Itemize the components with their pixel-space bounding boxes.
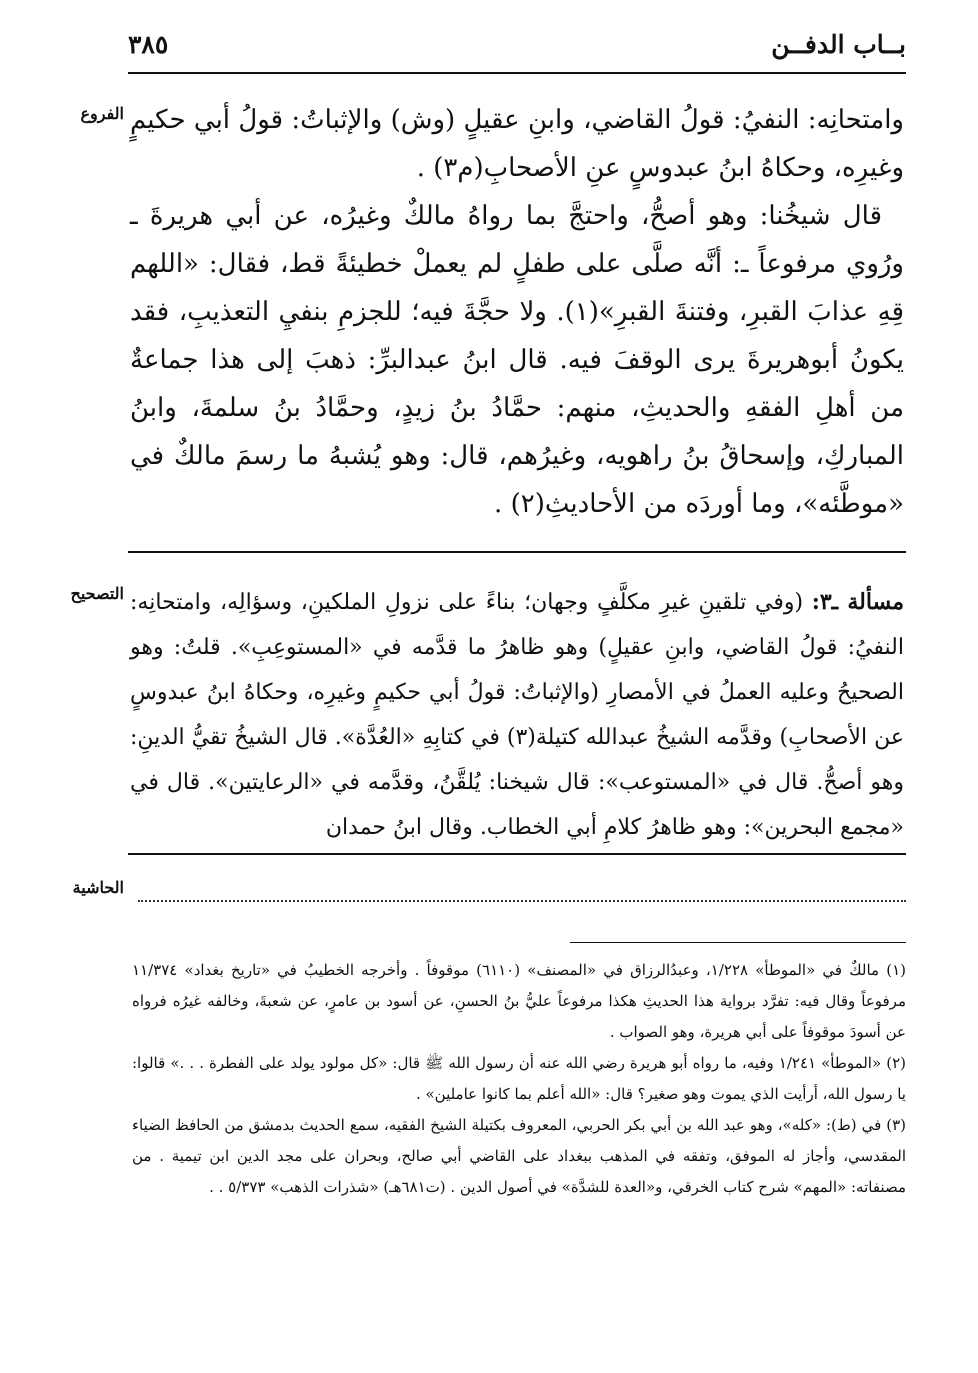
issue-heading: مسألة ـ٣: (811, 589, 904, 615)
tashih-end-rule (128, 853, 906, 855)
footnote-1: (١) مالكٌ في «الموطأ» ١/٢٢٨، وعبدُالرزاق في «المصنف» (٦١١٠) موقوفاً . وأخرجه الخطيبُ في «تاريخ بغداد» ١١/٣٧٤ مرفوعاً وقال فيه: تفرَّد برواية هذا الحديثِ هكذا مرفوعاً عليُّ بنُ الحسنِ، عن أسود بن عامرٍ، عن شعبةَ، وخالفه غيرُه فرواه عن أسودَ موقوفاً على أبي هريرة، وهو الصواب . (132, 961, 907, 1041)
page-header (128, 30, 906, 70)
footnote-3: (٣) في (ط): «كله»، وهو عبد الله بن أبي بكر الحربي، المعروف بكتيلة الشيخ الفقيه، سمع الحديث بدمشق من الحافظ الضياء المقدسي، وأجاز له الموفق، وتفقه في المذهب ببغداد على القاضي أبي صالح، وبحران على مجد الدين ابن تيمية . من مصنفاته: «المهم» شرح كتاب الخرقي، و«العدة للشدَّة» في أصول الدين . (ت٦٨١هـ) «شذرات الذهب» ٥/٣٧٣ . . (132, 1116, 906, 1196)
tashih-section (130, 580, 904, 850)
margin-label-furu: الفروع (80, 104, 124, 123)
furu-paragraph-2: قال شيخُنا: وهو أصحُّ، واحتجَّ بما رواهُ مالكٌ وغيرُه، عن أبي هريرةَ ـ ورُوي مرفوعاً ـ: أنَّه صلَّى على طفلٍ لم يعملْ خطيئةً قط، فقال: «اللهم قِهِ عذابَ القبرِ، وفتنةَ القبرِ»(١). ولا حجَّةَ فيه؛ للجزمِ بنفيِ التعذيبِ، فقد يكونُ أبوهريرةَ يرى الوقفَ فيه. قال ابنُ عبدالبرِّ: ذهبَ إلى هذا جماعةٌ من أهلِ الفقهِ والحديثِ، منهم: حمَّادُ بنُ زيدٍ، وحمَّادُ بنُ سلمةَ، وابنُ المباركِ، وإسحاقُ بنُ راهويه، وغيرُهم، قال: وهو يُشبهُ ما رسمَ مالكٌ في «موطَّئه»، وما أوردَه من الأحاديثِ(٢) . (130, 201, 905, 519)
tashih-paragraph (130, 580, 904, 850)
footnote-2: (٢) «الموطأ» ١/٢٤١ وفيه، ما رواه أبو هريرة رضي الله عنه أن رسول الله ﷺ قال: «كل مولود يولد على الفطرة . . .» قالوا: يا رسول الله، أرأيت الذي يموت وهو صغير؟ قال: «الله أعلم بما كانوا عاملين» . (132, 1054, 906, 1103)
margin-label-tashih: التصحيح (70, 584, 124, 603)
footnote-rule (570, 942, 906, 943)
furu-section (130, 96, 904, 528)
chapter-title: بــاب الدفــن (771, 30, 906, 59)
header-rule (128, 72, 906, 74)
hashiya-dotted-line (138, 900, 906, 902)
page-number: ٣٨٥ (128, 30, 169, 59)
furu-paragraph-1: وامتحانِه: النفيُ: قولُ القاضي، وابنِ عقيلٍ (وش) والإثباتُ: قولُ أبي حكيمٍ وغيرِه، وحكاهُ ابنُ عبدوسٍ عنِ الأصحابِ(م٣) . (130, 105, 904, 183)
footnotes (132, 955, 906, 1203)
section-divider (128, 551, 906, 553)
margin-label-hashiya: الحاشية (72, 878, 124, 897)
tashih-body: (وفي تلقينِ غيرِ مكلَّفٍ وجهان؛ بناءً على نزولِ الملكينِ، وسؤالِه، وامتحانِه: النفيُ: قولُ القاضي، وابنِ عقيلٍ) وهو ظاهرُ ما قدَّمه في «المستوعِبِ». قلتُ: وهو الصحيحُ وعليه العملُ في الأمصارِ (والإثباتُ: قولُ أبي حكيمٍ وغيرِه، وحكاهُ ابنُ عبدوسٍ عن الأصحابِ) وقدَّمه الشيخُ عبدالله كتيلة(٣) في كتابِهِ «العُدَّة». قال الشيخُ تقيُّ الدينِ: وهو أصحُّ. قال في «المستوعب»: قال شيخنا: يُلقَّنُ، وقدَّمه في «الرعايتين». قال في «مجمع البحرين»: وهو ظاهرُ كلامِ أبي الخطاب. وقال ابنُ حمدان (130, 590, 904, 840)
